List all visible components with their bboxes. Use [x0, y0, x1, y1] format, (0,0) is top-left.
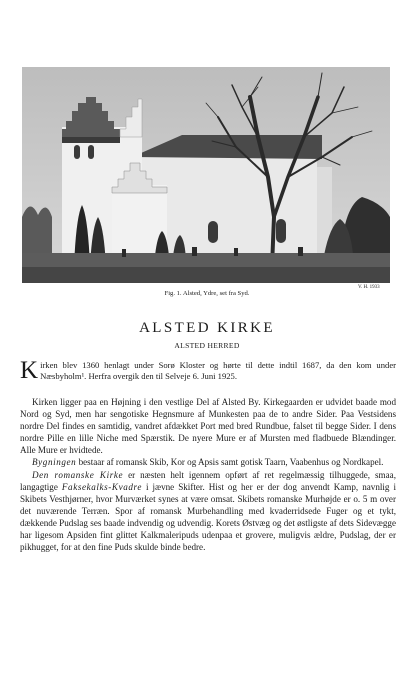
- photo-credit: V. H. 1933: [358, 285, 380, 290]
- body-text: [20, 396, 396, 553]
- paragraph-building: [20, 456, 396, 468]
- church-photograph: [22, 67, 390, 283]
- drop-cap: K: [20, 357, 39, 384]
- page-subtitle: ALSTED HERRED: [174, 341, 240, 350]
- paragraph-romanesque-text-a: er næsten helt igennem opført af ret regelmæssig tilhuggede, smaa, langagtige: [20, 469, 396, 492]
- page-title: ALSTED KIRKE: [139, 320, 275, 336]
- intro-text: irken blev 1360 henlagt under Sorø Kloster og hørte til dette indtil 1687, da den kom under Næsbyholm¹. Herfra overgik den til Selveje 6. Juni 1925.: [40, 360, 396, 381]
- term-romansk-kirke: Den romanske Kirke: [32, 469, 124, 480]
- figure-caption: Fig. 1. Alsted, Ydre, set fra Syd.: [164, 290, 250, 297]
- paragraph-romanesque-text-b: i jævne Skifter. Hist og her er der dog anvendt Kamp, navnlig i Skibets Vesthjørner, hvor Murværket synes at være omsat. Skibets romanske Murhøjde er o. 5 m over det nuværende Terræn. Spor af romansk Murbehandling med kvaderridsede Fuger og et tykt, dækkende Pudslag ses baade indvendig og udvendig. Korets Østvæg og det østligste af dets Sidevægge har ligesom Apsiden fint glittet Kalkmaleripuds udenpaa et grovere, muligvis ældre, Pudslag, der er pikhugget, for at den fine Puds skulde binde bedre.: [20, 481, 397, 553]
- paragraph-building-text: bestaar af romansk Skib, Kor og Apsis samt gotisk Taarn, Vaabenhus og Nordkapel.: [76, 457, 384, 468]
- paragraph-romanesque: [20, 469, 396, 554]
- intro-paragraph: [20, 357, 396, 384]
- term-bygningen: Bygningen: [32, 457, 77, 468]
- term-faksekalks-kvadre: Faksekalks-Kvadre: [61, 481, 142, 492]
- paragraph-location: Kirken ligger paa en Højning i den vestlige Del af Alsted By. Kirkegaarden er udvidet baade mod Nord og Syd, men har sengotiske Hegnsmure af Munkesten paa de to andre Sider. Paa Vestsidens nordre Del findes en samtidig, vandret afdækket Port med bred Rundbue, falset til begge Sider. I dens nordre Pille en lille Niche med Spærstik. De nyere Mure er af Mursten med fladbuede Blændinger. Alle Mure er hvidtede.: [20, 397, 396, 456]
